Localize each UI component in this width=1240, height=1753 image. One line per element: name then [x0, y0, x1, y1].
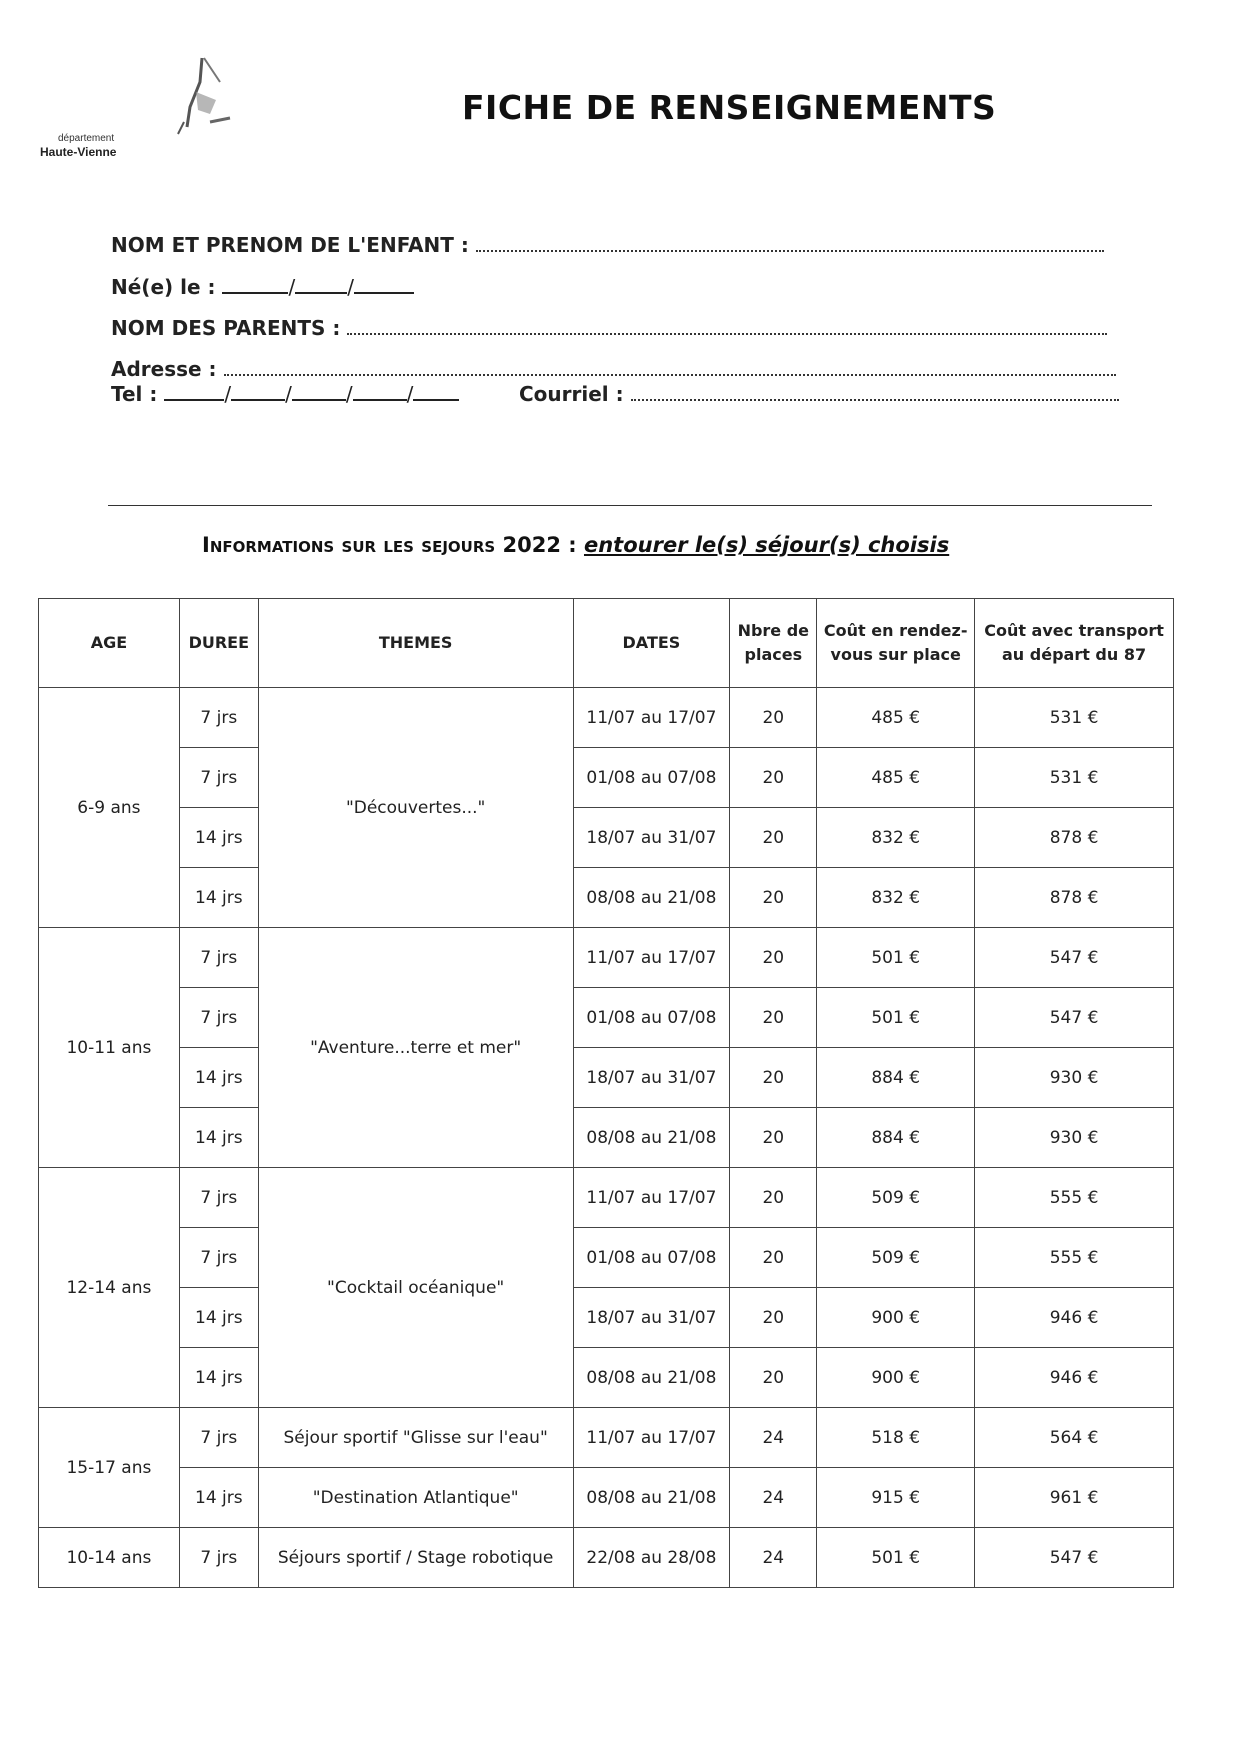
date-day-blank[interactable] — [222, 290, 288, 294]
cout-transport-cell: 946 € — [975, 1288, 1174, 1348]
duree-cell: 14 jrs — [179, 1048, 258, 1108]
field-nom-enfant[interactable] — [111, 233, 1104, 257]
header-dates: DATES — [573, 599, 730, 688]
places-cell: 20 — [730, 1348, 817, 1408]
dates-cell: 11/07 au 17/07 — [573, 1408, 730, 1468]
cout-rdv-cell: 501 € — [817, 1528, 975, 1588]
field-courriel[interactable] — [519, 382, 1119, 406]
dates-cell: 01/08 au 07/08 — [573, 748, 730, 808]
places-cell: 20 — [730, 808, 817, 868]
logo-haute-vienne — [150, 52, 270, 162]
cout-transport-cell: 547 € — [975, 928, 1174, 988]
tel-blank-3[interactable] — [292, 397, 346, 401]
cout-rdv-cell: 518 € — [817, 1408, 975, 1468]
cout-transport-cell: 555 € — [975, 1228, 1174, 1288]
table-row[interactable] — [39, 1048, 1174, 1108]
places-cell: 20 — [730, 1168, 817, 1228]
age-cell: 12-14 ans — [39, 1168, 180, 1408]
theme-cell: "Découvertes..." — [258, 688, 573, 928]
section-divider — [108, 505, 1152, 506]
duree-cell: 14 jrs — [179, 1348, 258, 1408]
cout-transport-cell: 547 € — [975, 988, 1174, 1048]
field-nom-enfant-label: NOM ET PRENOM DE L'ENFANT : — [111, 233, 469, 257]
cout-transport-cell: 930 € — [975, 1108, 1174, 1168]
header-cout-rdv-line2: vous sur place — [830, 645, 961, 664]
field-adresse-label: Adresse : — [111, 357, 217, 381]
header-themes: THEMES — [258, 599, 573, 688]
dates-cell: 11/07 au 17/07 — [573, 928, 730, 988]
cout-rdv-cell: 900 € — [817, 1348, 975, 1408]
field-courriel-label: Courriel : — [519, 382, 624, 406]
sejours-heading-prefix: Informations sur les sejours — [202, 533, 496, 557]
cout-rdv-cell: 485 € — [817, 688, 975, 748]
theme-cell: "Destination Atlantique" — [258, 1468, 573, 1528]
field-nom-parents[interactable] — [111, 316, 1107, 340]
table-row[interactable] — [39, 1108, 1174, 1168]
dates-cell: 11/07 au 17/07 — [573, 688, 730, 748]
cout-rdv-cell: 832 € — [817, 808, 975, 868]
date-year-blank[interactable] — [354, 290, 414, 294]
dates-cell: 01/08 au 07/08 — [573, 988, 730, 1048]
tel-blank-5[interactable] — [413, 397, 459, 401]
field-tel[interactable]: Tel : / / / / — [111, 382, 459, 406]
logo-text-line1: département — [58, 133, 115, 144]
field-date-naissance-label: Né(e) le : — [111, 275, 216, 299]
cout-transport-cell: 930 € — [975, 1048, 1174, 1108]
dates-cell: 01/08 au 07/08 — [573, 1228, 730, 1288]
table-header-row — [39, 599, 1174, 688]
places-cell: 20 — [730, 748, 817, 808]
header-cout-transport-line1: Coût avec transport — [984, 621, 1164, 640]
dates-cell: 18/07 au 31/07 — [573, 1048, 730, 1108]
sejours-table — [38, 598, 1174, 1588]
table-row[interactable] — [39, 988, 1174, 1048]
duree-cell: 7 jrs — [179, 988, 258, 1048]
duree-cell: 14 jrs — [179, 1108, 258, 1168]
cout-rdv-cell: 884 € — [817, 1048, 975, 1108]
table-row[interactable] — [39, 928, 1174, 988]
table-row[interactable] — [39, 1528, 1174, 1588]
theme-cell: Séjour sportif "Glisse sur l'eau" — [258, 1408, 573, 1468]
places-cell: 20 — [730, 988, 817, 1048]
header-duree: DUREE — [179, 599, 258, 688]
places-cell: 24 — [730, 1528, 817, 1588]
duree-cell: 7 jrs — [179, 748, 258, 808]
cout-rdv-cell: 485 € — [817, 748, 975, 808]
field-tel-label: Tel : — [111, 382, 158, 406]
tel-blank-1[interactable] — [164, 397, 224, 401]
field-date-naissance[interactable]: Né(e) le : / / — [111, 275, 414, 299]
header-places-line1: Nbre de — [737, 621, 810, 640]
cout-transport-cell: 946 € — [975, 1348, 1174, 1408]
duree-cell: 7 jrs — [179, 1228, 258, 1288]
cout-transport-cell: 961 € — [975, 1468, 1174, 1528]
field-adresse[interactable] — [111, 357, 1116, 381]
field-adresse-line[interactable] — [224, 370, 1116, 376]
field-nom-parents-label: NOM DES PARENTS : — [111, 316, 341, 340]
table-row[interactable] — [39, 868, 1174, 928]
header-age: AGE — [39, 599, 180, 688]
duree-cell: 7 jrs — [179, 1528, 258, 1588]
header-cout-transport — [975, 599, 1174, 688]
age-cell: 10-14 ans — [39, 1528, 180, 1588]
date-month-blank[interactable] — [295, 290, 347, 294]
table-row[interactable] — [39, 1468, 1174, 1528]
table-row[interactable] — [39, 1288, 1174, 1348]
table-row[interactable] — [39, 1408, 1174, 1468]
cout-transport-cell: 878 € — [975, 868, 1174, 928]
table-row[interactable] — [39, 1348, 1174, 1408]
places-cell: 20 — [730, 1288, 817, 1348]
cout-rdv-cell: 509 € — [817, 1168, 975, 1228]
sejours-heading-instruction: entourer le(s) séjour(s) choisis — [583, 533, 950, 557]
cout-rdv-cell: 501 € — [817, 928, 975, 988]
header-places — [730, 599, 817, 688]
places-cell: 20 — [730, 928, 817, 988]
cout-rdv-cell: 832 € — [817, 868, 975, 928]
dates-cell: 22/08 au 28/08 — [573, 1528, 730, 1588]
page-title: FICHE DE RENSEIGNEMENTS — [462, 88, 997, 127]
tel-blank-4[interactable] — [353, 397, 407, 401]
dates-cell: 18/07 au 31/07 — [573, 1288, 730, 1348]
table-row[interactable] — [39, 808, 1174, 868]
tel-blank-2[interactable] — [231, 397, 285, 401]
cout-rdv-cell: 915 € — [817, 1468, 975, 1528]
dates-cell: 18/07 au 31/07 — [573, 808, 730, 868]
places-cell: 24 — [730, 1468, 817, 1528]
age-cell: 15-17 ans — [39, 1408, 180, 1528]
cout-transport-cell: 555 € — [975, 1168, 1174, 1228]
duree-cell: 7 jrs — [179, 1408, 258, 1468]
sejours-heading — [202, 533, 949, 557]
age-cell: 6-9 ans — [39, 688, 180, 928]
duree-cell: 14 jrs — [179, 1288, 258, 1348]
theme-cell: "Cocktail océanique" — [258, 1168, 573, 1408]
places-cell: 20 — [730, 868, 817, 928]
duree-cell: 7 jrs — [179, 688, 258, 748]
cout-rdv-cell: 509 € — [817, 1228, 975, 1288]
dates-cell: 08/08 au 21/08 — [573, 1348, 730, 1408]
duree-cell: 7 jrs — [179, 1168, 258, 1228]
dates-cell: 08/08 au 21/08 — [573, 1108, 730, 1168]
table-row[interactable] — [39, 748, 1174, 808]
dates-cell: 11/07 au 17/07 — [573, 1168, 730, 1228]
header-cout-transport-line2: au départ du 87 — [1002, 645, 1147, 664]
table-row[interactable] — [39, 688, 1174, 748]
cout-transport-cell: 564 € — [975, 1408, 1174, 1468]
field-nom-parents-line[interactable] — [347, 329, 1107, 335]
dates-cell: 08/08 au 21/08 — [573, 1468, 730, 1528]
table-row[interactable] — [39, 1168, 1174, 1228]
cout-transport-cell: 878 € — [975, 808, 1174, 868]
cout-rdv-cell: 884 € — [817, 1108, 975, 1168]
places-cell: 20 — [730, 688, 817, 748]
theme-cell: Séjours sportif / Stage robotique — [258, 1528, 573, 1588]
table-row[interactable] — [39, 1228, 1174, 1288]
dates-cell: 08/08 au 21/08 — [573, 868, 730, 928]
duree-cell: 14 jrs — [179, 868, 258, 928]
logo-mark-icon — [160, 52, 250, 142]
header-cout-rdv — [817, 599, 975, 688]
duree-cell: 14 jrs — [179, 808, 258, 868]
field-nom-enfant-line[interactable] — [476, 246, 1104, 252]
cout-transport-cell: 547 € — [975, 1528, 1174, 1588]
duree-cell: 7 jrs — [179, 928, 258, 988]
theme-cell: "Aventure...terre et mer" — [258, 928, 573, 1168]
places-cell: 24 — [730, 1408, 817, 1468]
sejours-heading-year: 2022 : — [502, 533, 577, 557]
age-cell: 10-11 ans — [39, 928, 180, 1168]
places-cell: 20 — [730, 1048, 817, 1108]
cout-rdv-cell: 900 € — [817, 1288, 975, 1348]
cout-rdv-cell: 501 € — [817, 988, 975, 1048]
duree-cell: 14 jrs — [179, 1468, 258, 1528]
logo-text-line2: Haute-Vienne — [40, 145, 117, 159]
header-places-line2: places — [744, 645, 803, 664]
field-courriel-line[interactable] — [631, 395, 1119, 401]
places-cell: 20 — [730, 1228, 817, 1288]
cout-transport-cell: 531 € — [975, 748, 1174, 808]
cout-transport-cell: 531 € — [975, 688, 1174, 748]
header-cout-rdv-line1: Coût en rendez- — [823, 621, 968, 640]
places-cell: 20 — [730, 1108, 817, 1168]
